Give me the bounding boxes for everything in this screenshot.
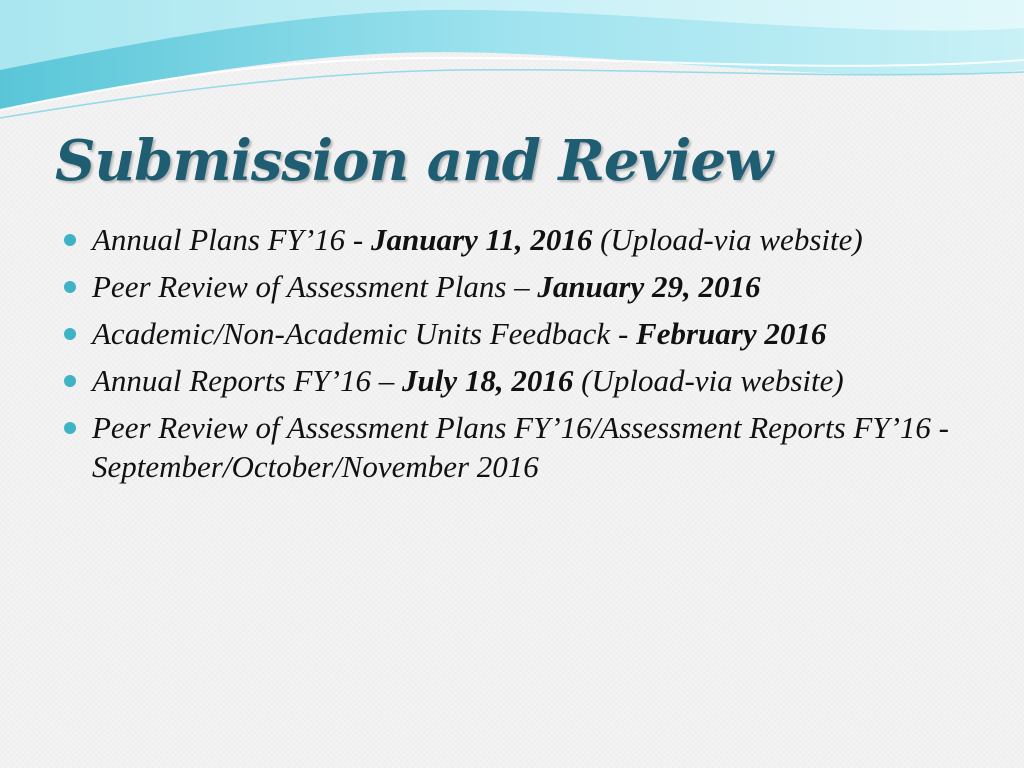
bullet-text: Annual Plans FY’16 - bbox=[92, 222, 371, 257]
bullet-icon bbox=[64, 375, 76, 387]
bullet-text: Annual Reports FY’16 – bbox=[92, 363, 402, 398]
bullet-icon bbox=[64, 234, 76, 246]
bullet-item bbox=[60, 220, 960, 259]
bullet-date: July 18, 2016 bbox=[402, 363, 574, 398]
bullet-date: January 29, 2016 bbox=[537, 269, 761, 304]
bullet-icon bbox=[64, 422, 76, 434]
bullet-date: January 11, 2016 bbox=[371, 222, 593, 257]
bullet-icon bbox=[64, 328, 76, 340]
bullet-note: (Upload-via website) bbox=[592, 222, 863, 257]
header-wave-decoration bbox=[0, 0, 1024, 130]
bullet-item bbox=[60, 314, 960, 353]
slide-title: Submission and Review bbox=[55, 128, 773, 194]
bullet-item bbox=[60, 267, 960, 306]
bullet-date: February 2016 bbox=[636, 316, 827, 351]
bullet-item bbox=[60, 361, 960, 400]
bullet-text: Peer Review of Assessment Plans FY’16/Assessment Reports FY’16 - September/October/November 2016 bbox=[92, 410, 949, 484]
bullet-note: (Upload-via website) bbox=[573, 363, 844, 398]
bullet-icon bbox=[64, 281, 76, 293]
bullet-item bbox=[60, 408, 960, 486]
bullet-list bbox=[60, 220, 960, 494]
bullet-text: Peer Review of Assessment Plans – bbox=[92, 269, 538, 304]
bullet-text: Academic/Non-Academic Units Feedback - bbox=[92, 316, 637, 351]
